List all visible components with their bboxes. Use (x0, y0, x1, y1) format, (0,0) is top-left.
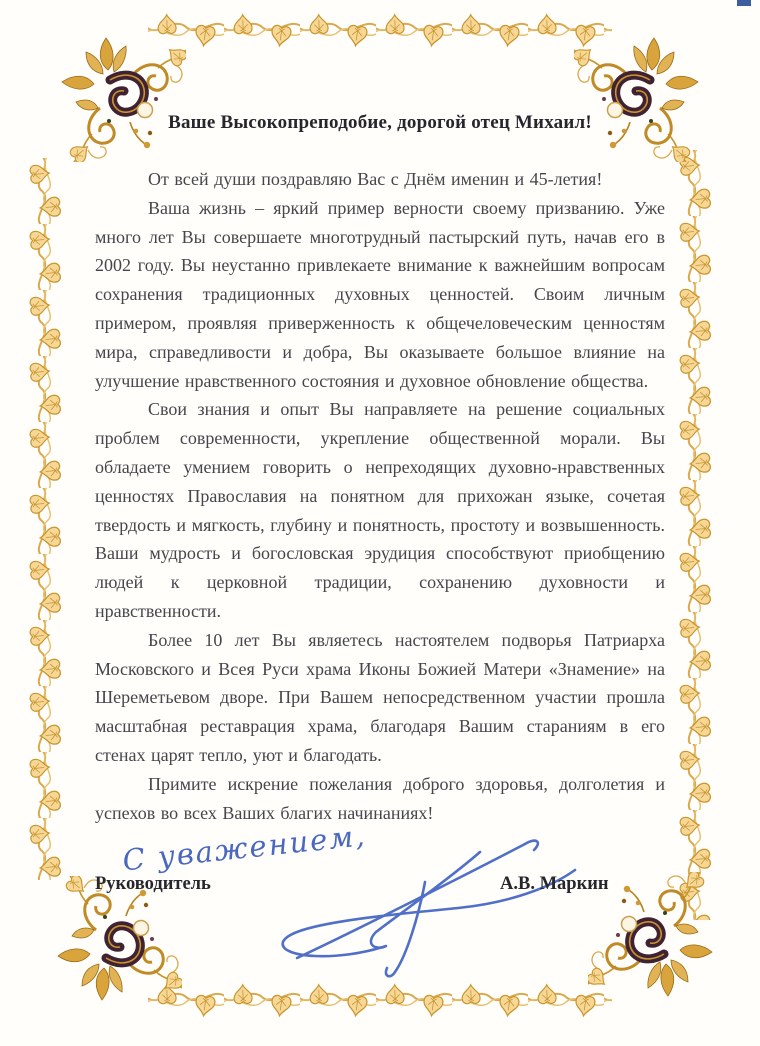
border-right-icon (677, 150, 713, 920)
letter-paragraphs (95, 165, 665, 827)
paragraph-rector: Более 10 лет Вы являетесь настоятелем подворья Патриарха Московского и Всея Руси храма Иконы Божией Матери «Знамение» на Шереметьевом дворе. При Вашем непосредственном участии прошла масштабная реставрация храма, благодаря Вашим стараниям в его стенах царят тепло, уют и благодать. (95, 629, 665, 765)
signature-autograph-icon (245, 818, 585, 978)
letter-body (95, 112, 665, 827)
salutation-heading: Ваше Высокопреподобие, дорогой отец Михаил! (168, 112, 592, 133)
border-left-icon (27, 158, 63, 880)
scan-artifact (737, 0, 751, 6)
border-bottom-icon (148, 982, 612, 1018)
paragraph-knowledge: Свои знания и опыт Вы направляете на решение социальных проблем современности, укрепление общественной морали. Вы обладаете умением говорить о непреходящих духовно-нравственных ценностях Православия на понятном для прихожан языке, сочетая твердость и мягкость, глубину и понятность, простоту и возвышенность. Ваши мудрость и богословская эрудиция способствуют приобщению людей к церковной традиции, сохранению духовности и нравственности. (95, 399, 665, 621)
ornament-corner-bottom-left-icon (42, 876, 182, 1016)
paragraph-greeting: От всей души поздравляю Вас с Днём именин и 45-летия! (148, 169, 603, 189)
paragraph-life-example: Ваша жизнь – яркий пример верности своему призванию. Уже много лет Вы совершаете многотрудный пастырский путь, начав его в 2002 году. Вы неустанно привлекаете внимание к важнейшим вопросам сохранения традиционных духовных ценностей. Своим личным примером, проявляя приверженность к общечеловеческим ценностям мира, справедливости и добра, Вы оказываете большое влияние на улучшение нравственного состояния и духовное обновление общества. (95, 197, 665, 391)
handwritten-regards: С уважением, (120, 818, 368, 878)
signer-name: А.В. Маркин (500, 874, 609, 894)
ornament-corner-bottom-right-icon (588, 872, 728, 1012)
border-top-icon (148, 12, 612, 48)
paragraph-wishes: Примите искрение пожелания доброго здоровья, долголетия и успехов во всех Ваших благих начинаниях! (95, 773, 665, 823)
signer-title: Руководитель (95, 874, 211, 894)
